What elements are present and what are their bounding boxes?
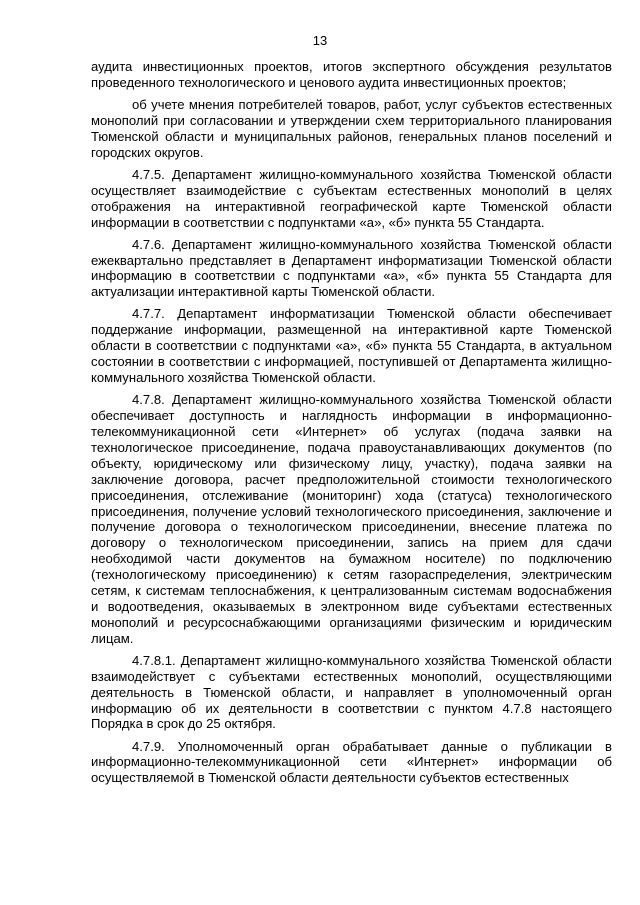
paragraph-4-7-9: 4.7.9. Уполномоченный орган обрабатывает данные о публикации в информационно-телекоммуникационной сети «Интернет» информации об осуществляемой в Тюменской области деятельности субъектов естественных	[91, 738, 612, 786]
paragraph-4-7-5: 4.7.5. Департамент жилищно-коммунального хозяйства Тюменской области осуществляет взаимодействие с субъектам естественных монополий в целях отображения на интерактивной географической карте Тюменской области информации в соответствии с подпунктами «а», «б» пункта 55 Стандарта.	[91, 166, 612, 230]
paragraph-4-7-8: 4.7.8. Департамент жилищно-коммунального хозяйства Тюменской области обеспечивает доступность и наглядность информации в информационно-телекоммуникационной сети «Интернет» об услугах (подача заявки на технологическое присоединение, подача правоустанавливающих документов (по объекту, юридическому или физическому лицу, участку), подача заявки на заключение договора, расчет предположительной стоимости технологического присоединения, отслеживание (мониторинг) хода (статуса) технологического присоединения, получение условий технологического присоединения, заключение и получение договора о технологическом присоединении, внесение платежа по договору о технологическом присоединении, запись на прием для сдачи необходимой части документов на бумажном носителе) по подключению (технологическому присоединению) к сетям газораспределения, электрическим сетям, к системам теплоснабжения, к централизованным системам водоснабжения и водоотведения, оказываемых в электронном виде субъектами естественных монополий и ресурсоснабжающими организациями физическим и юридическим лицам.	[91, 392, 612, 646]
paragraph-4-7-7: 4.7.7. Департамент информатизации Тюменской области обеспечивает поддержание информации, размещенной на интерактивной карте Тюменской области в соответствии с подпунктами «а», «б» пункта 55 Стандарта, в актуальном состоянии в соответствии с информацией, поступившей от Департамента жилищно-коммунального хозяйства Тюменской области.	[91, 306, 612, 386]
paragraph-consumer-opinion: об учете мнения потребителей товаров, работ, услуг субъектов естественных монополий при согласовании и утверждении схем территориального планирования Тюменской области и муниципальных районов, генеральных планов поселений и городских округов.	[91, 97, 612, 160]
page-number: 13	[312, 33, 328, 48]
paragraph-4-7-8-1: 4.7.8.1. Департамент жилищно-коммунального хозяйства Тюменской области взаимодействует с субъектами естественных монополий, осуществляющими деятельность в Тюменской области, и направляет в уполномоченный орган информацию об их деятельности в соответствии с пунктом 4.7.8 настоящего Порядка в срок до 25 октября.	[91, 652, 612, 732]
document-body	[91, 59, 612, 792]
paragraph-4-7-6: 4.7.6. Департамент жилищно-коммунального хозяйства Тюменской области ежеквартально представляет в Департамент информатизации Тюменской области информацию в соответствии с подпунктами «а», «б» пункта 55 Стандарта для актуализации интерактивной карты Тюменской области.	[91, 236, 612, 300]
paragraph-continuation: аудита инвестиционных проектов, итогов экспертного обсуждения результатов проведенного технологического и ценового аудита инвестиционных проектов;	[91, 59, 612, 90]
